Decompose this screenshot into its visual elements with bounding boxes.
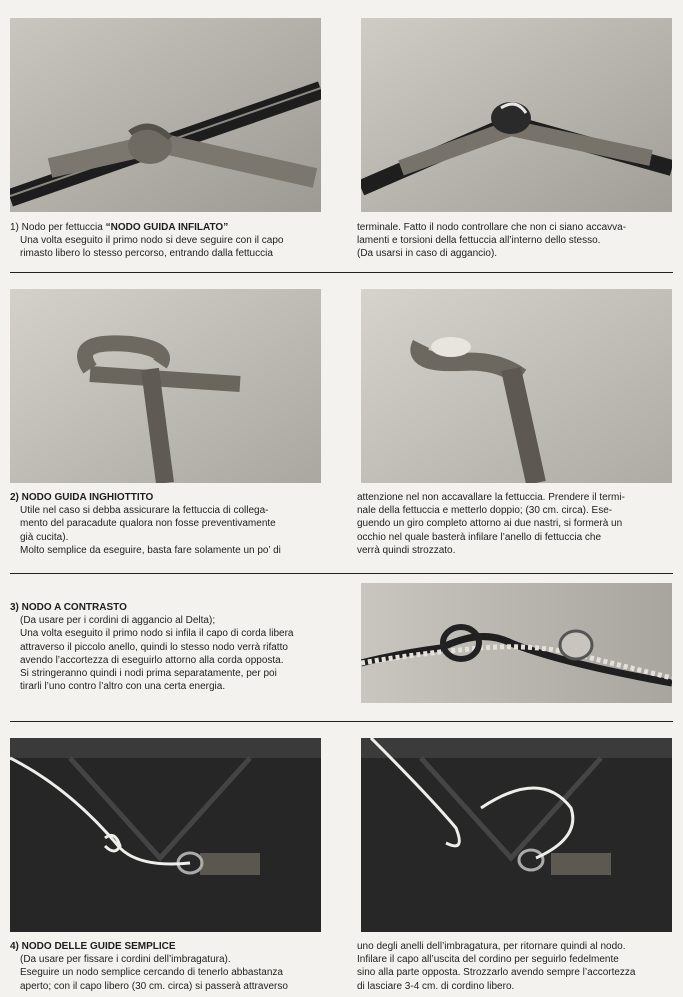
photo-nodo-guida-inghiottito-step2 — [361, 289, 672, 483]
text-line: Infilare il capo all’uscita del cordino per seguirlo fedelmente — [357, 954, 619, 966]
photo-nodo-guida-inghiottito-step1 — [10, 289, 321, 483]
section2-heading: 2) NODO GUIDA INGHIOTTITO — [10, 492, 154, 503]
text-line: tirarli l’uno contro l’altro con una certa energia. — [20, 681, 226, 693]
divider — [10, 272, 673, 273]
photo-nodo-guida-infilato-step2 — [361, 18, 672, 212]
section1-right-text — [357, 221, 677, 261]
text-line: già cucita). — [20, 531, 69, 543]
divider — [10, 721, 673, 722]
text-line: sino alla parte opposta. Strozzarlo avendo sempre l’accortezza — [357, 967, 636, 979]
text-line: occhio nel quale basterà infilare l’anello di fettuccia che — [357, 531, 602, 543]
section4-left-text — [10, 940, 345, 993]
text-line: (Da usarsi in caso di aggancio). — [357, 248, 498, 260]
text-line: attraverso il piccolo anello, quindi lo stesso nodo verrà rifatto — [20, 641, 288, 653]
section4-right-text — [357, 940, 677, 993]
section1-heading-prefix: 1) Nodo per fettuccia — [10, 222, 106, 233]
section2-left-text — [10, 491, 340, 557]
photo-nodo-delle-guide-semplice-step2 — [361, 738, 672, 932]
photo-nodo-delle-guide-semplice-step1 — [10, 738, 321, 932]
text-line: Molto semplice da eseguire, basta fare solamente un po’ di — [20, 544, 281, 556]
photo-nodo-a-contrasto — [361, 583, 672, 703]
section4-heading: 4) NODO DELLE GUIDE SEMPLICE — [10, 941, 176, 952]
text-line: Utile nel caso si debba assicurare la fettuccia di collega- — [20, 505, 269, 517]
section3-heading: 3) NODO A CONTRASTO — [10, 602, 127, 613]
text-line: mento del paracadute qualora non fosse preventivamente — [20, 518, 276, 530]
text-line: Una volta eseguito il primo nodo si deve seguire con il capo — [20, 235, 284, 247]
divider — [10, 573, 673, 574]
text-line: Si stringeranno quindi i nodi prima separatamente, per poi — [20, 668, 277, 680]
text-line: terminale. Fatto il nodo controllare che non ci siano accavva- — [357, 222, 627, 233]
text-line: avendo l’accortezza di eseguirlo attorno alla corda opposta. — [20, 654, 284, 666]
text-line: verrà quindi strozzato. — [357, 544, 456, 556]
text-line: aperto; con il capo libero (30 cm. circa) si passerà attraverso — [20, 980, 288, 992]
text-line: nale della fettuccia e metterlo doppio; (30 cm. circa). Ese- — [357, 505, 613, 517]
text-line: (Da usare per i cordini di aggancio al Delta); — [20, 615, 216, 627]
section3-text — [10, 601, 340, 693]
text-line: Una volta eseguito il primo nodo si infila il capo di corda libera — [20, 628, 294, 640]
section1-left-text — [10, 221, 340, 261]
text-line: (Da usare per fissare i cordini dell’imbragatura). — [20, 954, 231, 966]
section2-right-text — [357, 491, 677, 557]
text-line: uno degli anelli dell’imbragatura, per ritornare quindi al nodo. — [357, 941, 626, 952]
text-line: rimasto libero lo stesso percorso, entrando dalla fettuccia — [20, 248, 273, 260]
text-line: attenzione nel non accavallare la fettuccia. Prendere il termi- — [357, 492, 625, 503]
photo-nodo-guida-infilato-step1 — [10, 18, 321, 212]
section1-heading — [10, 221, 340, 234]
text-line: lamenti e torsioni della fettuccia all’interno dello stesso. — [357, 235, 601, 247]
text-line: Eseguire un nodo semplice cercando di tenerlo abbastanza — [20, 967, 283, 979]
text-line: di lasciare 3-4 cm. di cordino libero. — [357, 980, 515, 992]
text-line: guendo un giro completo attorno ai due nastri, si formerà un — [357, 518, 623, 530]
section1-heading-name: “NODO GUIDA INFILATO” — [105, 222, 229, 233]
